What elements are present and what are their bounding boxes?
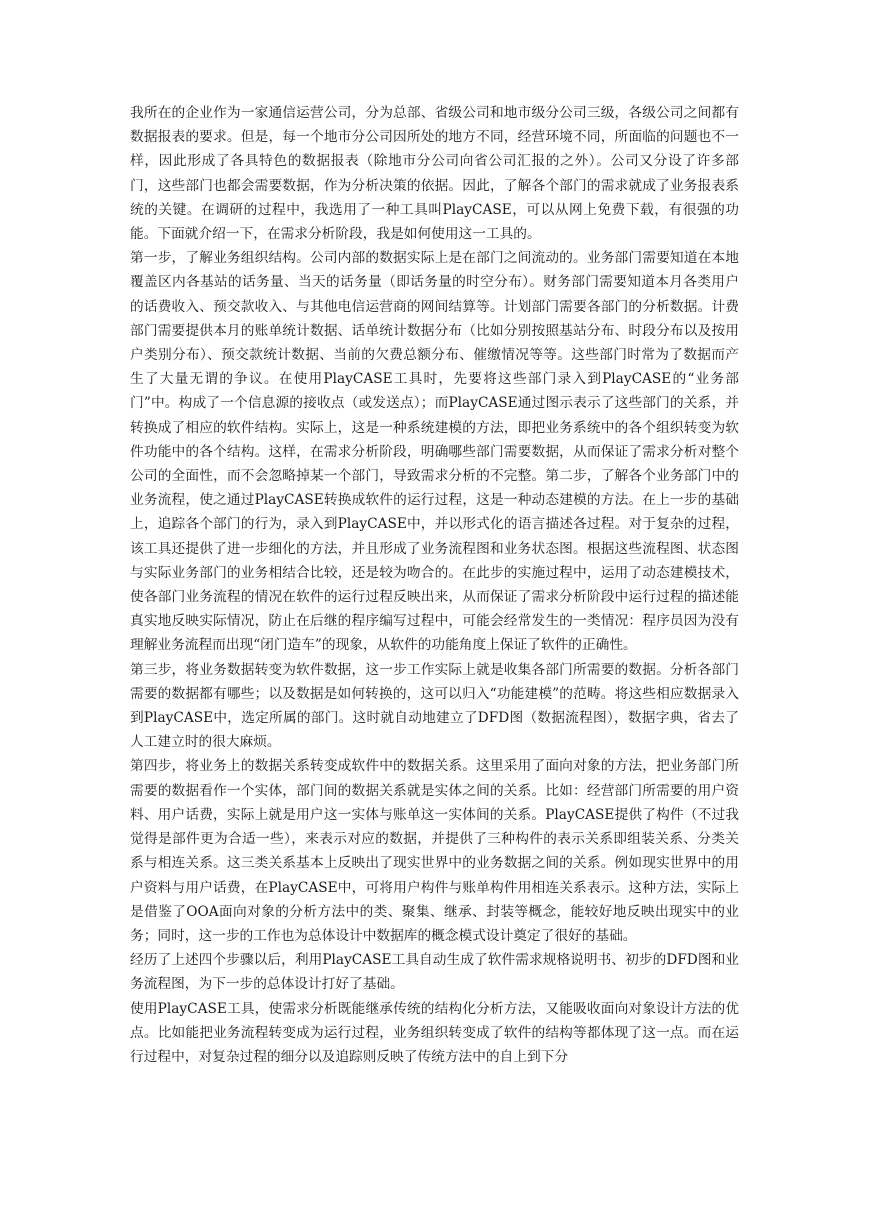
paragraph-step-four: 第四步，将业务上的数据关系转变成软件中的数据关系。这里采用了面向对象的方法，把业务部门所需要的数据看作一个实体，部门间的数据关系就是实体之间的关系。比如：经营部门所需要的用户资料、用户话费，实际上就是用户这一实体与账单这一实体间的关系。PlayCASE提供了构件（不过我觉得是部件更为合适一些），来表示对应的数据，并提供了三种构件的表示关系即组装关系、分类关系与相连关系。这三类关系基本上反映出了现实世界中的业务数据之间的关系。例如现实世界中的用户资料与用户话费，在PlayCASE中，可将用户构件与账单构件用相连关系表示。这种方法，实际上是借鉴了OOA面向对象的分析方法中的类、聚集、继承、封装等概念，能较好地反映出现实中的业务；同时，这一步的工作也为总体设计中数据库的概念模式设计奠定了很好的基础。 [130, 758, 739, 944]
paragraph-step-three: 第三步，将业务数据转变为软件数据，这一步工作实际上就是收集各部门所需要的数据。分析各部门需要的数据都有哪些；以及数据是如何转换的，这可以归入“功能建模”的范畴。将这些相应数据录入到PlayCASE中，选定所属的部门。这时就自动地建立了DFD图（数据流程图），数据字典，省去了人工建立时的很大麻烦。 [130, 661, 739, 751]
paragraph-conclusion: 使用PlayCASE工具，使需求分析既能继承传统的结构化分析方法，又能吸收面向对象设计方法的优点。比如能把业务流程转变成为运行过程，业务组织转变成了软件的结构等都体现了这一点。而在运行过程中，对复杂过程的细分以及追踪则反映了传统方法中的自上到下分 [130, 1000, 739, 1065]
paragraph-summary: 经历了上述四个步骤以后，利用PlayCASE工具自动生成了软件需求规格说明书、初步的DFD图和业务流程图，为下一步的总体设计打好了基础。 [130, 952, 739, 993]
document-body [130, 101, 739, 1069]
paragraph-step-one-two: 第一步，了解业务组织结构。公司内部的数据实际上是在部门之间流动的。业务部门需要知道在本地覆盖区内各基站的话务量、当天的话务量（即话务量的时空分布）。财务部门需要知道本月各类用户的话费收入、预交款收入、与其他电信运营商的网间结算等。计划部门需要各部门的分析数据。计费部门需要提供本月的账单统计数据、话单统计数据分布（比如分别按照基站分布、时段分布以及按用户类别分布）、预交款统计数据、当前的欠费总额分布、催缴情况等等。这些部门时常为了数据而产生了大量无谓的争议。在使用PlayCASE工具时，先要将这些部门录入到PlayCASE的“业务部门”中。构成了一个信息源的接收点（或发送点）；而PlayCASE通过图示表示了这些部门的关系，并转换成了相应的软件结构。实际上，这是一种系统建模的方法，即把业务系统中的各个组织转变为软件功能中的各个结构。这样，在需求分析阶段，明确哪些部门需要数据，从而保证了需求分析对整个公司的全面性，而不会忽略掉某一个部门，导致需求分析的不完整。第二步，了解各个业务部门中的业务流程，使之通过PlayCASE转换成软件的运行过程，这是一种动态建模的方法。在上一步的基础上，追踪各个部门的行为，录入到PlayCASE中，并以形式化的语言描述各过程。对于复杂的过程，该工具还提供了进一步细化的方法，并且形成了业务流程图和业务状态图。根据这些流程图、状态图与实际业务部门的业务相结合比较，还是较为吻合的。在此步的实施过程中，运用了动态建模技术，使各部门业务流程的情况在软件的运行过程反映出来，从而保证了需求分析阶段中运行过程的描述能真实地反映实际情况，防止在后继的程序编写过程中，可能会经常发生的一类情况：程序员因为没有理解业务流程而出现“闭门造车”的现象，从软件的功能角度上保证了软件的正确性。 [130, 250, 739, 654]
paragraph-intro: 我所在的企业作为一家通信运营公司，分为总部、省级公司和地市级分公司三级，各级公司之间都有数据报表的要求。但是，每一个地市分公司因所处的地方不同，经营环境不同，所面临的问题也不一样，因此形成了各具特色的数据报表（除地市分公司向省公司汇报的之外）。公司又分设了许多部门，这些部门也都会需要数据，作为分析决策的依据。因此，了解各个部门的需求就成了业务报表系统的关键。在调研的过程中，我选用了一种工具叫PlayCASE，可以从网上免费下载，有很强的功能。下面就介绍一下，在需求分析阶段，我是如何使用这一工具的。 [130, 105, 739, 243]
